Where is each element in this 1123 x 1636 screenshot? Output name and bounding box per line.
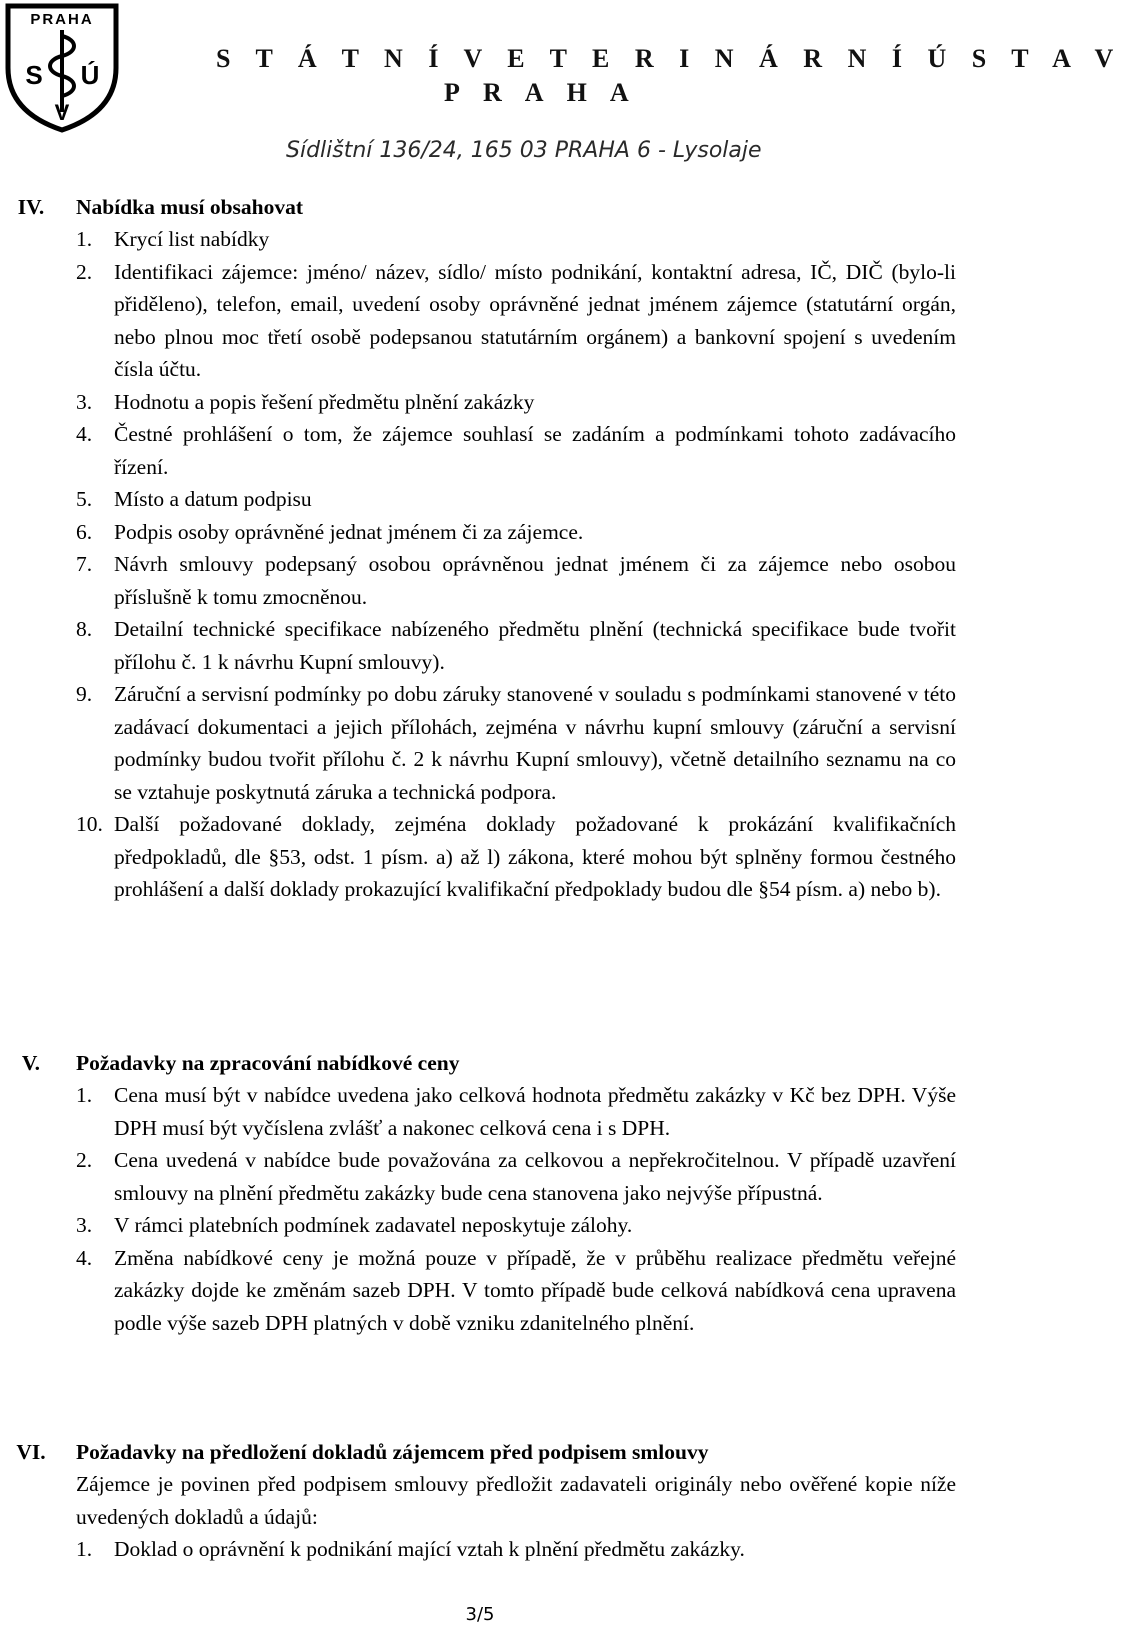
list-item: 4. Změna nabídkové ceny je možná pouze v případě, že v průběhu realizace předmětu veřejné zakázky dojde ke změnám sazeb DPH. V tomto případě bude celková nabídková cena upravena podle výše sazeb DPH platných v době vzniku zdanitelného plnění. <box>76 1245 956 1335</box>
institute-city: P R A H A <box>444 78 638 107</box>
institute-logo <box>4 2 120 134</box>
section-iv-number: IV. <box>17 195 45 219</box>
section-vi-number: VI. <box>16 1440 46 1464</box>
list-item: 1. Doklad o oprávnění k podnikání mající vztah k plnění předmětu zakázky. <box>76 1537 745 1561</box>
list-item: 4. Čestné prohlášení o tom, že zájemce souhlasí se zadáním a podmínkami tohoto zadávacího řízení. <box>76 422 956 479</box>
page-number: 3/5 <box>465 1604 495 1625</box>
list-item: 10. Další požadované doklady, zejména doklady požadované k prokázání kvalifikačních předpokladů, dle §53, odst. 1 písm. a) až l) zákona, které mohou být splněny formou čestného prohlášení a další doklady prokazující kvalifikační předpoklady budou dle §54 písm. a) nebo b). <box>76 812 956 901</box>
svg-text:S: S <box>25 60 43 90</box>
list-item: 1. Krycí list nabídky <box>76 227 270 251</box>
list-item: 3. Hodnotu a popis řešení předmětu plnění zakázky <box>76 389 535 414</box>
list-item: 2. Identifikaci zájemce: jméno/ název, sídlo/ místo podnikání, kontaktní adresa, IČ, DIČ (bylo-li přiděleno), telefon, email, uvedení osoby oprávněné jednat jménem zájemce (statutární orgán, nebo plnou moc třetí osobě podepsanou statutárním orgánem) a bankovní spojení s uvedením čísla účtu. <box>76 259 956 381</box>
svg-text:Ú: Ú <box>80 60 100 90</box>
section-iv-list <box>76 223 956 906</box>
section-vi-title: Požadavky na předložení dokladů zájemcem před podpisem smlouvy <box>76 1440 709 1464</box>
svg-text:PRAHA: PRAHA <box>30 11 94 28</box>
section-v-title: Požadavky na zpracování nabídkové ceny <box>76 1051 460 1075</box>
list-item: 5. Místo a datum podpisu <box>76 487 312 511</box>
institute-name: S T Á T N Í V E T E R I N Á R N Í Ú S T A V <box>216 44 1123 73</box>
section-iv-title: Nabídka musí obsahovat <box>76 195 304 219</box>
list-item: 8. Detailní technické specifikace nabízeného předmětu plnění (technická specifikace bude tvořit přílohu č. 1 k návrhu Kupní smlouvy). <box>76 617 956 674</box>
section-vi-intro: Zájemce je povinen před podpisem smlouvy předložit zadavateli originály nebo ověřené kopie níže uvedených dokladů a údajů: <box>76 1472 956 1529</box>
svg-text:V: V <box>54 100 70 125</box>
section-vi-list <box>76 1533 956 1566</box>
list-item: 6. Podpis osoby oprávněné jednat jménem či za zájemce. <box>76 519 584 544</box>
section-v-list <box>76 1079 956 1339</box>
list-item: 7. Návrh smlouvy podepsaný osobou oprávněnou jednat jménem či za zájemce nebo osobou příslušně k tomu zmocněnou. <box>76 552 956 609</box>
list-item: 9. Záruční a servisní podmínky po dobu záruky stanovené v souladu s podmínkami stanovené v této zadávací dokumentaci a jejich přílohách, zejména v návrhu kupní smlouvy (záruční a servisní podmínky budou tvořit přílohu č. 2 k návrhu Kupní smlouvy), včetně detailního seznamu na co se vztahuje poskytnutá záruka a technická podpora. <box>76 682 956 804</box>
list-item: 2. Cena uvedená v nabídce bude považována za celkovou a nepřekročitelnou. V případě uzavření smlouvy na plnění předmětu zakázky bude cena stanovena jako nejvýše přípustná. <box>76 1148 956 1205</box>
section-v-number: V. <box>21 1051 41 1075</box>
list-item: 3. V rámci platebních podmínek zadavatel neposkytuje zálohy. <box>76 1213 633 1237</box>
list-item: 1. Cena musí být v nabídce uvedena jako celková hodnota předmětu zakázky v Kč bez DPH. Výše DPH musí být vyčíslena zvlášť a nakonec celková cena i s DPH. <box>76 1083 956 1140</box>
institute-address: Sídlištní 136/24, 165 03 PRAHA 6 - Lysolaje <box>286 138 762 163</box>
